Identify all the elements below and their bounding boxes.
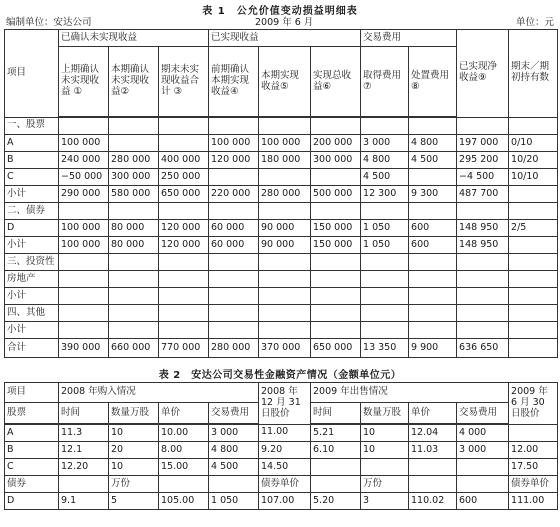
cell bbox=[159, 135, 209, 152]
cell: 3 000 bbox=[457, 442, 509, 459]
cell bbox=[361, 322, 409, 339]
cell: 580 000 bbox=[109, 186, 159, 203]
cell: 200 000 bbox=[311, 135, 361, 152]
cell bbox=[209, 271, 259, 288]
cell bbox=[59, 254, 109, 271]
cell: 1 050 bbox=[361, 220, 409, 237]
cell: 4 000 bbox=[457, 424, 509, 442]
cell bbox=[59, 117, 109, 135]
cell bbox=[457, 322, 509, 339]
cell bbox=[259, 305, 311, 322]
t2-header-buy-fee: 交易费用 bbox=[209, 403, 259, 425]
cell bbox=[509, 288, 558, 305]
table-row bbox=[5, 254, 558, 271]
cell: 四、其他 bbox=[5, 305, 59, 322]
cell: 600 bbox=[409, 220, 457, 237]
cell: 80 000 bbox=[109, 220, 159, 237]
header-c3: 期末未实现收益合计 ③ bbox=[159, 47, 209, 118]
cell: 90 000 bbox=[259, 220, 311, 237]
cell: 万份 bbox=[361, 476, 409, 493]
cell bbox=[311, 322, 361, 339]
cell bbox=[509, 339, 558, 358]
cell bbox=[159, 322, 209, 339]
cell bbox=[109, 203, 159, 220]
stock-row bbox=[5, 459, 558, 476]
cell: 9.20 bbox=[259, 442, 311, 459]
stock-row bbox=[5, 442, 558, 459]
cell: 487 700 bbox=[457, 186, 509, 203]
cell bbox=[311, 254, 361, 271]
cell: 150 000 bbox=[311, 237, 361, 254]
cell bbox=[457, 254, 509, 271]
cell: 合计 bbox=[5, 339, 59, 358]
cell bbox=[457, 476, 509, 493]
table-row bbox=[5, 169, 558, 186]
bond-header-row bbox=[5, 476, 558, 493]
cell bbox=[259, 203, 311, 220]
cell: 债券单价 bbox=[259, 476, 311, 493]
group-unrealized: 已确认未实现收益 bbox=[59, 30, 209, 47]
table-row bbox=[5, 237, 558, 254]
cell bbox=[159, 117, 209, 135]
cell bbox=[109, 254, 159, 271]
table2-title: 表 2 安达公司交易性金融资产情况（金额单位元） bbox=[158, 370, 402, 381]
cell: 债券 bbox=[5, 476, 59, 493]
cell bbox=[457, 305, 509, 322]
cell: B bbox=[5, 442, 59, 459]
cell: 5 bbox=[109, 493, 159, 510]
t2-header-sell-fee: 交易费用 bbox=[457, 403, 509, 425]
stock-row bbox=[5, 424, 558, 442]
cell: 4 500 bbox=[361, 169, 409, 186]
bond-row bbox=[5, 493, 558, 510]
cell: 10.00 bbox=[159, 424, 209, 442]
cell: 10 bbox=[109, 424, 159, 442]
cell: 小计 bbox=[5, 322, 59, 339]
cell bbox=[311, 169, 361, 186]
cell bbox=[509, 203, 558, 220]
header-c8: 处置费用⑧ bbox=[409, 47, 457, 118]
cell: 370 000 bbox=[259, 339, 311, 358]
cell: 100 000 bbox=[59, 135, 109, 152]
cell: 80 000 bbox=[109, 237, 159, 254]
cell: 500 000 bbox=[311, 186, 361, 203]
cell: 10/10 bbox=[509, 169, 558, 186]
table-row bbox=[5, 117, 558, 135]
cell: 11.3 bbox=[59, 424, 109, 442]
cell bbox=[509, 237, 558, 254]
cell bbox=[109, 305, 159, 322]
cell: 111.00 bbox=[509, 493, 558, 510]
cell bbox=[109, 288, 159, 305]
t2-header-sell-time: 时间 bbox=[311, 403, 361, 425]
cell bbox=[361, 271, 409, 288]
t2-header-buy-price: 单价 bbox=[159, 403, 209, 425]
cell bbox=[259, 288, 311, 305]
cell bbox=[311, 305, 361, 322]
cell bbox=[509, 424, 558, 442]
cell: 10/20 bbox=[509, 152, 558, 169]
cell: 100 000 bbox=[59, 220, 109, 237]
cell: 4 800 bbox=[209, 442, 259, 459]
cell: 3 000 bbox=[209, 424, 259, 442]
cell: 150 000 bbox=[311, 220, 361, 237]
cell: 4 500 bbox=[209, 459, 259, 476]
cell bbox=[209, 169, 259, 186]
header-c1: 上期确认未实现收益 ① bbox=[59, 47, 109, 118]
cell bbox=[209, 117, 259, 135]
cell: 13 350 bbox=[361, 339, 409, 358]
cell bbox=[361, 288, 409, 305]
cell: 100 000 bbox=[59, 237, 109, 254]
cell bbox=[409, 476, 457, 493]
cell: 10 bbox=[361, 442, 409, 459]
cell bbox=[509, 271, 558, 288]
cell: 12.04 bbox=[409, 424, 457, 442]
table-row bbox=[5, 220, 558, 237]
cell bbox=[509, 117, 558, 135]
cell bbox=[509, 254, 558, 271]
cell: A bbox=[5, 424, 59, 442]
group-transaction-fees: 交易费用 bbox=[361, 30, 457, 47]
t2-header-stock: 股票 bbox=[5, 403, 59, 425]
cell: 390 000 bbox=[59, 339, 109, 358]
cell: 120 000 bbox=[159, 220, 209, 237]
header-c6: 实现总收益⑥ bbox=[311, 47, 361, 118]
cell: 650 000 bbox=[159, 186, 209, 203]
cell bbox=[361, 117, 409, 135]
cell bbox=[109, 271, 159, 288]
t2-header-buy: 2008 年购入情况 bbox=[59, 383, 259, 403]
header-item: 项目 bbox=[5, 30, 59, 118]
cell: 120 000 bbox=[159, 237, 209, 254]
table-row bbox=[5, 288, 558, 305]
cell: 1 050 bbox=[361, 237, 409, 254]
cell bbox=[361, 203, 409, 220]
cell bbox=[159, 305, 209, 322]
header-c2: 本期确认未实现收益② bbox=[109, 47, 159, 118]
cell: −50 000 bbox=[59, 169, 109, 186]
cell bbox=[209, 305, 259, 322]
cell: 三、投资性 bbox=[5, 254, 59, 271]
cell: 4 500 bbox=[409, 152, 457, 169]
cell bbox=[409, 288, 457, 305]
cell: 660 000 bbox=[109, 339, 159, 358]
cell: 14.50 bbox=[259, 459, 311, 476]
cell: 220 000 bbox=[209, 186, 259, 203]
cell: 60 000 bbox=[209, 220, 259, 237]
cell: 一、股票 bbox=[5, 117, 59, 135]
table1-title: 表 1 公允价值变动损益明细表 bbox=[202, 6, 358, 17]
cell bbox=[159, 271, 209, 288]
cell bbox=[59, 288, 109, 305]
cell bbox=[311, 288, 361, 305]
cell bbox=[109, 322, 159, 339]
cell bbox=[509, 305, 558, 322]
cell: 650 000 bbox=[311, 339, 361, 358]
header-c4: 前期确认本期实现收益④ bbox=[209, 47, 259, 118]
cell: 9 300 bbox=[409, 186, 457, 203]
cell bbox=[409, 322, 457, 339]
cell: D bbox=[5, 493, 59, 510]
cell: C bbox=[5, 169, 59, 186]
cell: 300 000 bbox=[109, 169, 159, 186]
cell bbox=[209, 322, 259, 339]
cell: 债券单价 bbox=[509, 476, 558, 493]
cell: 小计 bbox=[5, 186, 59, 203]
cell bbox=[409, 203, 457, 220]
cell: 二、债券 bbox=[5, 203, 59, 220]
cell bbox=[209, 203, 259, 220]
cell bbox=[409, 254, 457, 271]
cell: 240 000 bbox=[59, 152, 109, 169]
cell: 小计 bbox=[5, 237, 59, 254]
cell: 5.20 bbox=[311, 493, 361, 510]
cell: 100 000 bbox=[259, 135, 311, 152]
cell bbox=[457, 459, 509, 476]
cell: 6.10 bbox=[311, 442, 361, 459]
cell: 12.20 bbox=[59, 459, 109, 476]
table-row bbox=[5, 305, 558, 322]
cell: 120 000 bbox=[209, 152, 259, 169]
table-row bbox=[5, 271, 558, 288]
cell bbox=[209, 476, 259, 493]
cell bbox=[209, 288, 259, 305]
header-c10: 期末／期初持有数 bbox=[509, 30, 558, 118]
table-row bbox=[5, 152, 558, 169]
t2-header-sell-qty: 数量万股 bbox=[361, 403, 409, 425]
cell: 12.00 bbox=[509, 442, 558, 459]
cell: 8.00 bbox=[159, 442, 209, 459]
cell: 105.00 bbox=[159, 493, 209, 510]
cell: 17.50 bbox=[509, 459, 558, 476]
cell bbox=[59, 271, 109, 288]
table-row bbox=[5, 135, 558, 152]
header-c7: 取得费用⑦ bbox=[361, 47, 409, 118]
cell bbox=[311, 271, 361, 288]
cell: 197 000 bbox=[457, 135, 509, 152]
cell: 600 bbox=[409, 237, 457, 254]
cell: 107.00 bbox=[259, 493, 311, 510]
table-row bbox=[5, 322, 558, 339]
cell: 148 950 bbox=[457, 237, 509, 254]
total-row bbox=[5, 339, 558, 358]
report-date: 2009 年 6 月 bbox=[255, 17, 314, 28]
cell bbox=[259, 117, 311, 135]
cell: 1 050 bbox=[209, 493, 259, 510]
group-realized: 已实现收益 bbox=[209, 30, 361, 47]
cell bbox=[361, 254, 409, 271]
cell: 280 000 bbox=[109, 152, 159, 169]
cell: 4 800 bbox=[409, 135, 457, 152]
table-row bbox=[5, 186, 558, 203]
header-c9: 已实现净收益⑨ bbox=[457, 30, 509, 118]
t2-header-price-2008: 2008 年 12 月 31 日股价 bbox=[259, 383, 311, 425]
cell bbox=[409, 117, 457, 135]
cell bbox=[311, 459, 361, 476]
cell: 290 000 bbox=[59, 186, 109, 203]
cell bbox=[409, 305, 457, 322]
cell bbox=[59, 322, 109, 339]
cell: 250 000 bbox=[159, 169, 209, 186]
cell: 295 200 bbox=[457, 152, 509, 169]
cell bbox=[59, 203, 109, 220]
cell bbox=[159, 254, 209, 271]
cell bbox=[259, 169, 311, 186]
cell bbox=[409, 459, 457, 476]
t2-header-sell: 2009 年出售情况 bbox=[311, 383, 509, 403]
cell: 15.00 bbox=[159, 459, 209, 476]
cell: 3 000 bbox=[361, 135, 409, 152]
cell bbox=[59, 305, 109, 322]
cell: A bbox=[5, 135, 59, 152]
cell bbox=[457, 117, 509, 135]
cell bbox=[457, 288, 509, 305]
cell: 万份 bbox=[109, 476, 159, 493]
cell: 770 000 bbox=[159, 339, 209, 358]
cell bbox=[259, 271, 311, 288]
cell bbox=[361, 459, 409, 476]
cell: 4 800 bbox=[361, 152, 409, 169]
cell bbox=[509, 186, 558, 203]
t2-header-row-1 bbox=[5, 383, 558, 403]
cell bbox=[259, 254, 311, 271]
cell: C bbox=[5, 459, 59, 476]
cell: 10 bbox=[109, 459, 159, 476]
cell: 636 650 bbox=[457, 339, 509, 358]
cell: 2/5 bbox=[509, 220, 558, 237]
cell: 400 000 bbox=[159, 152, 209, 169]
cell: 600 bbox=[457, 493, 509, 510]
cell: 180 000 bbox=[259, 152, 311, 169]
cell bbox=[311, 476, 361, 493]
cell: 12 300 bbox=[361, 186, 409, 203]
cell: 3 bbox=[361, 493, 409, 510]
cell bbox=[259, 322, 311, 339]
t2-header-item: 项目 bbox=[5, 383, 59, 403]
header-c5: 本期实现收益⑤ bbox=[259, 47, 311, 118]
cell bbox=[457, 203, 509, 220]
cell bbox=[409, 169, 457, 186]
table-row bbox=[5, 203, 558, 220]
cell bbox=[109, 135, 159, 152]
cell bbox=[509, 322, 558, 339]
cell: 148 950 bbox=[457, 220, 509, 237]
cell bbox=[361, 305, 409, 322]
t2-header-price-2009: 2009 年 6 月 30 日股价 bbox=[509, 383, 558, 425]
cell bbox=[159, 476, 209, 493]
fair-value-gain-table bbox=[4, 29, 558, 358]
cell bbox=[409, 271, 457, 288]
cell: 90 000 bbox=[259, 237, 311, 254]
cell bbox=[159, 203, 209, 220]
cell: −4 500 bbox=[457, 169, 509, 186]
cell: 房地产 bbox=[5, 271, 59, 288]
cell bbox=[457, 271, 509, 288]
cell: B bbox=[5, 152, 59, 169]
cell: 280 000 bbox=[209, 339, 259, 358]
t2-header-buy-time: 时间 bbox=[59, 403, 109, 425]
group-header-row bbox=[5, 30, 558, 47]
cell bbox=[109, 117, 159, 135]
cell: 11.00 bbox=[259, 424, 311, 442]
cell: 10 bbox=[361, 424, 409, 442]
cell: 9.1 bbox=[59, 493, 109, 510]
cell: 110.02 bbox=[409, 493, 457, 510]
cell: 60 000 bbox=[209, 237, 259, 254]
cell: 11.03 bbox=[409, 442, 457, 459]
t2-header-sell-price: 单价 bbox=[409, 403, 457, 425]
cell bbox=[311, 117, 361, 135]
cell: 100 000 bbox=[209, 135, 259, 152]
currency-unit: 单位：元 bbox=[515, 17, 554, 28]
cell: D bbox=[5, 220, 59, 237]
compiling-unit: 编制单位：安达公司 bbox=[6, 17, 92, 28]
cell: 20 bbox=[109, 442, 159, 459]
cell bbox=[209, 254, 259, 271]
cell: 280 000 bbox=[259, 186, 311, 203]
cell: 300 000 bbox=[311, 152, 361, 169]
cell: 9 900 bbox=[409, 339, 457, 358]
cell: 小计 bbox=[5, 288, 59, 305]
cell: 5.21 bbox=[311, 424, 361, 442]
trading-assets-table bbox=[4, 382, 558, 510]
cell bbox=[311, 203, 361, 220]
t2-header-buy-qty: 数量万股 bbox=[109, 403, 159, 425]
cell bbox=[59, 476, 109, 493]
cell: 0/10 bbox=[509, 135, 558, 152]
cell bbox=[159, 288, 209, 305]
cell: 12.1 bbox=[59, 442, 109, 459]
